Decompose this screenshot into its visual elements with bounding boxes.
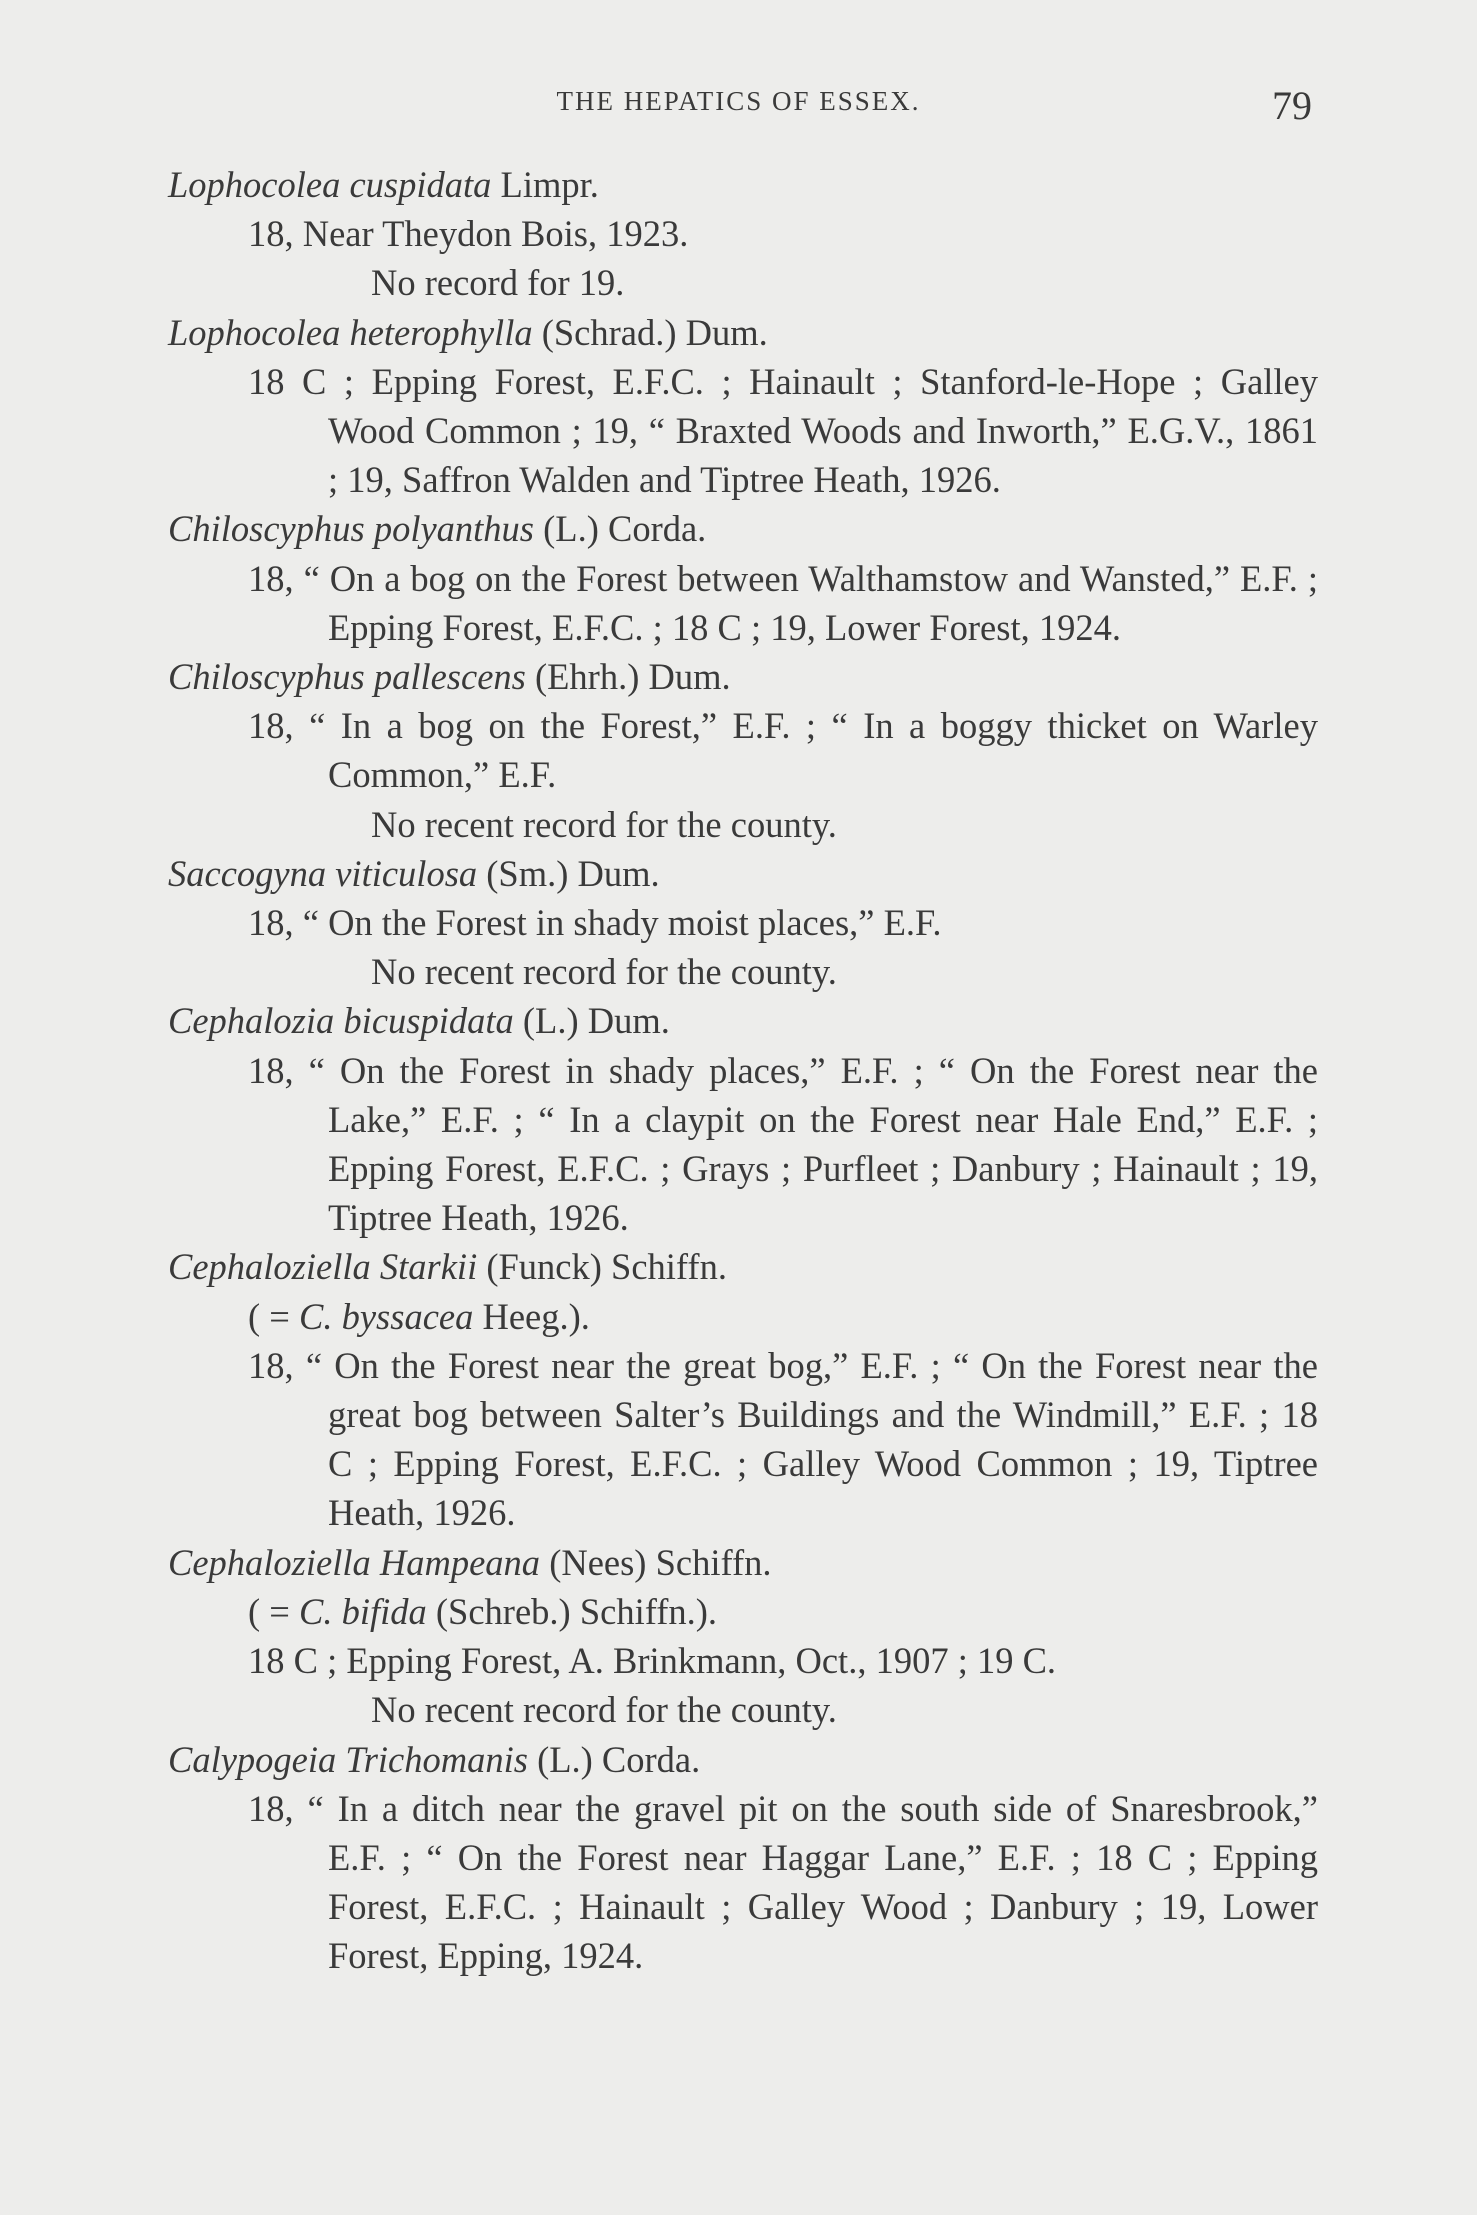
species-authority: (Schrad.) Dum. [541, 311, 768, 353]
species-epithet: bicuspidata [343, 1000, 514, 1042]
species-epithet: Hampeana [379, 1541, 541, 1583]
synonym-name: C. byssacea [299, 1295, 474, 1337]
genus-name: Cephalozia [168, 1000, 335, 1042]
record-note: No record for 19. [371, 262, 625, 304]
species-entry [168, 652, 1318, 849]
species-name [168, 160, 1318, 209]
species-entry [168, 308, 1318, 505]
synonym-close: Heeg.). [473, 1295, 590, 1337]
species-entry [168, 849, 1318, 997]
locality-record: 18, Near Theydon Bois, 1923. [248, 213, 689, 255]
species-entry [168, 1538, 1318, 1735]
species-name [168, 1242, 1318, 1291]
locality-record: 18 C ; Epping Forest, E.F.C. ; Hainault ; Stanford-le-Hope ; Galley Wood Common ; 19, “ Braxted Woods and Inworth,” E.G.V., 1861 ; 19, Saffron Walden and Tiptree Heath, 1926. [248, 360, 1318, 501]
synonym-line [168, 1587, 1318, 1636]
species-epithet: pallescens [373, 656, 526, 698]
locality-record: 18, “ In a ditch near the gravel pit on the south side of Snaresbrook,” E.F. ; “ On the Forest near Haggar Lane,” E.F. ; 18 C ; Epping Forest, E.F.C. ; Hainault ; Galley Wood ; Danbury ; 19, Lower Forest, Epping, 1924. [248, 1787, 1318, 1977]
locality-record: 18, “ On the Forest in shady places,” E.F. ; “ On the Forest near the Lake,” E.F. ; “ In a claypit on the Forest near Hale End,” E.F. ; Epping Forest, E.F.C. ; Grays ; Purfleet ; Danbury ; Hainault ; 19, Tiptree Heath, 1926. [248, 1049, 1318, 1239]
record-note: No recent record for the county. [371, 803, 837, 845]
page-number: 79 [1272, 83, 1312, 128]
species-epithet: cuspidata [349, 164, 492, 205]
species-authority: (Ehrh.) Dum. [534, 656, 731, 698]
species-epithet: polyanthus [373, 508, 534, 550]
species-authority: (L.) Corda. [543, 508, 707, 550]
species-entry [168, 1242, 1318, 1537]
species-list [168, 160, 1318, 1981]
species-authority: (Funck) Schiffn. [486, 1246, 727, 1288]
genus-name: Chiloscyphus [168, 656, 365, 698]
species-entry [168, 996, 1318, 1242]
genus-name: Lophocolea [168, 311, 341, 353]
species-epithet: Starkii [379, 1246, 478, 1288]
synonym-name: C. bifida [299, 1590, 427, 1632]
genus-name: Cephaloziella [168, 1246, 371, 1288]
locality-record: 18, “ On the Forest near the great bog,” E.F. ; “ On the Forest near the great bog between Salter’s Buildings and the Windmill,” E.F. ; 18 C ; Epping Forest, E.F.C. ; Galley Wood Common ; 19, Tiptree Heath, 1926. [248, 1344, 1318, 1534]
species-name [168, 504, 1318, 553]
genus-name: Saccogyna [168, 852, 327, 894]
species-authority: (Sm.) Dum. [486, 852, 660, 894]
species-authority: (L.) Dum. [522, 1000, 670, 1042]
running-title: THE HEPATICS OF ESSEX. [556, 86, 921, 116]
species-entry [168, 160, 1318, 308]
locality-record: 18, “ On the Forest in shady moist places,” E.F. [248, 902, 942, 944]
species-authority: (Nees) Schiffn. [549, 1541, 772, 1583]
genus-name: Chiloscyphus [168, 508, 365, 550]
locality-record: 18, “ On a bog on the Forest between Walthamstow and Wansted,” E.F. ; Epping Forest, E.F.C. ; 18 C ; 19, Lower Forest, 1924. [248, 557, 1318, 648]
species-authority: (L.) Corda. [537, 1738, 701, 1780]
synonym-open: ( = [248, 1295, 299, 1337]
species-entry [168, 504, 1318, 652]
record-note: No recent record for the county. [371, 1689, 837, 1731]
synonym-line [168, 1292, 1318, 1341]
species-epithet: heterophylla [349, 311, 533, 353]
species-name [168, 308, 1318, 357]
species-name [168, 1735, 1318, 1784]
record-note: No recent record for the county. [371, 951, 837, 993]
synonym-close: (Schreb.) Schiffn.). [426, 1590, 718, 1632]
species-entry [168, 1735, 1318, 1981]
species-authority: Limpr. [500, 164, 599, 205]
locality-record: 18, “ In a bog on the Forest,” E.F. ; “ In a boggy thicket on Warley Common,” E.F. [248, 705, 1318, 796]
species-name [168, 652, 1318, 701]
synonym-open: ( = [248, 1590, 299, 1632]
locality-record: 18 C ; Epping Forest, A. Brinkmann, Oct., 1907 ; 19 C. [248, 1640, 1057, 1682]
species-name [168, 1538, 1318, 1587]
species-epithet: Trichomanis [345, 1738, 528, 1780]
species-name [168, 996, 1318, 1045]
genus-name: Calypogeia [168, 1738, 337, 1780]
genus-name: Cephaloziella [168, 1541, 371, 1583]
genus-name: Lophocolea [168, 164, 341, 205]
species-name [168, 849, 1318, 898]
species-epithet: viticulosa [335, 852, 478, 894]
